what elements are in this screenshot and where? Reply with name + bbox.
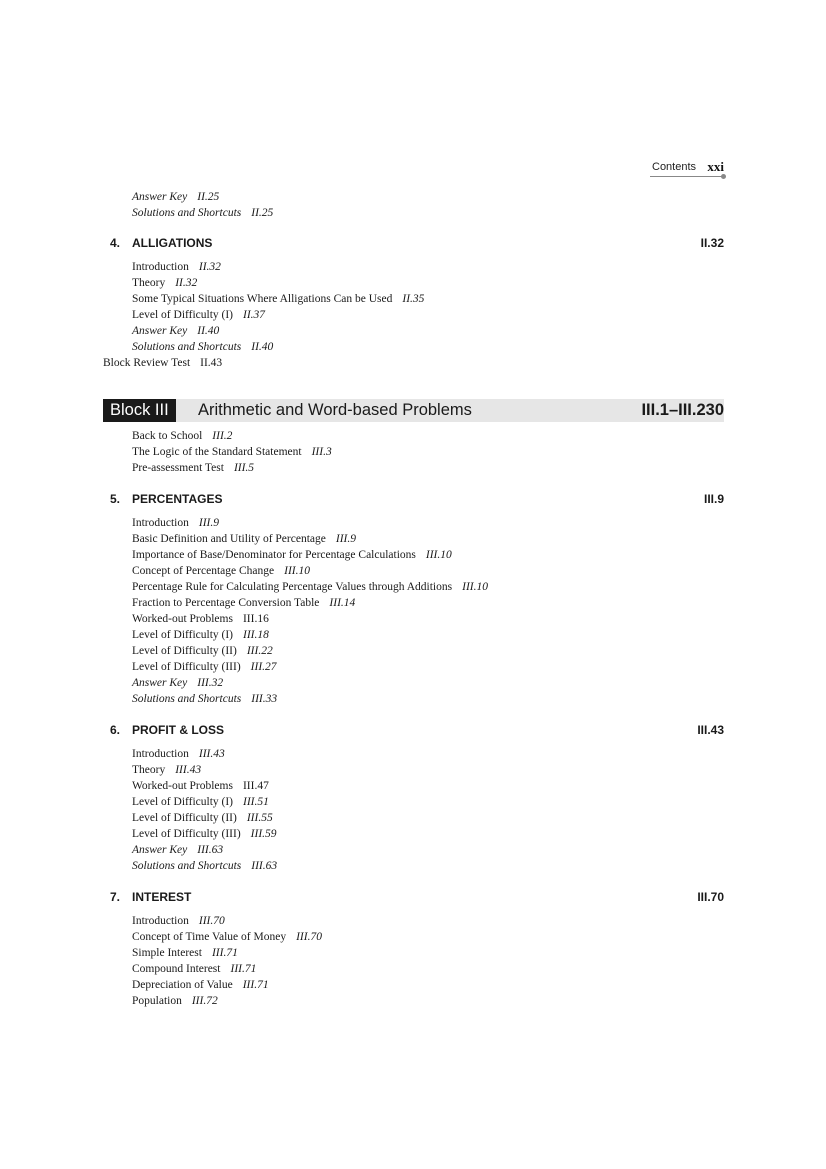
chapter-page: III.70	[697, 890, 724, 904]
toc-entry	[132, 190, 219, 204]
toc-entry	[132, 461, 254, 475]
chapter-title: PROFIT & LOSS	[132, 723, 225, 737]
toc-entry-title: Theory	[132, 277, 166, 289]
toc-entry	[132, 843, 223, 857]
chapter-heading	[110, 235, 724, 251]
toc-entry-page: III.2	[212, 430, 233, 442]
chapter-title: ALLIGATIONS	[132, 236, 213, 250]
chapter-title: PERCENTAGES	[132, 492, 223, 506]
block-label: Block III	[103, 399, 176, 422]
toc-entry-page: III.9	[198, 517, 219, 529]
toc-entry-page: III.70	[296, 931, 322, 943]
toc-entry-title: Level of Difficulty (I)	[132, 796, 234, 808]
toc-entry-page: II.25	[251, 207, 274, 219]
chapter-heading	[110, 889, 724, 905]
toc-entry	[132, 548, 452, 562]
block-banner	[103, 399, 724, 422]
toc-entry	[132, 324, 219, 338]
toc-entry	[132, 429, 232, 443]
toc-entry	[132, 914, 225, 928]
toc-entry-page: III.43	[198, 748, 225, 760]
running-header-page-number: xxi	[707, 159, 724, 174]
chapter-number: 7.	[110, 890, 121, 904]
toc-entry-page: III.43	[175, 764, 202, 776]
toc-entry	[132, 308, 265, 322]
toc-entry-page: III.27	[250, 661, 277, 673]
toc-entry-title: Introduction	[132, 915, 189, 927]
toc-entry-page: III.3	[311, 446, 332, 458]
toc-entry-title: The Logic of the Standard Statement	[132, 446, 302, 458]
toc-entry	[132, 445, 332, 459]
chapter-number: 4.	[110, 236, 121, 250]
toc-entry	[132, 660, 277, 674]
toc-entry-title: Compound Interest	[132, 963, 221, 975]
chapter-title: INTEREST	[132, 890, 192, 904]
toc-entry-title: Level of Difficulty (I)	[132, 629, 234, 641]
toc-entry	[132, 994, 218, 1008]
toc-entry-page: II.40	[197, 325, 220, 337]
toc-entry-page: III.71	[230, 963, 257, 975]
toc-entry-page: III.55	[246, 812, 273, 824]
toc-entry-page: II.43	[200, 357, 223, 369]
toc-entry-page: III.9	[335, 533, 356, 545]
block-page-range: III.1–III.230	[641, 401, 724, 419]
toc-entry-page: III.63	[197, 844, 224, 856]
toc-entry-title: Answer Key	[132, 844, 188, 856]
toc-entry	[132, 827, 277, 841]
header-rule-dot	[721, 174, 726, 179]
toc-entry-title: Answer Key	[132, 677, 188, 689]
toc-entry-title: Population	[132, 995, 182, 1007]
toc-entry	[132, 747, 225, 761]
toc-entry-title: Worked-out Problems	[132, 613, 233, 625]
toc-entry	[132, 962, 256, 976]
toc-entry-title: Percentage Rule for Calculating Percentage Values through Additions	[132, 581, 453, 593]
toc-entry-page: III.59	[250, 828, 277, 840]
toc-entry-title: Concept of Percentage Change	[132, 565, 275, 577]
toc-entry-title: Answer Key	[132, 191, 188, 203]
toc-entry-title: Solutions and Shortcuts	[132, 693, 242, 705]
toc-entry	[132, 811, 273, 825]
toc-entry-title: Importance of Base/Denominator for Percentage Calculations	[132, 549, 416, 561]
toc-entry	[132, 516, 219, 530]
toc-entry-title: Level of Difficulty (III)	[132, 828, 241, 840]
toc-entry-page: III.16	[242, 613, 269, 625]
toc-entry-page: III.14	[329, 597, 356, 609]
toc-entry-page: II.32	[198, 261, 221, 273]
chapter-page: III.9	[703, 492, 724, 506]
chapter-heading	[110, 722, 724, 738]
running-header	[650, 160, 726, 178]
toc-entry-page: III.10	[425, 549, 452, 561]
toc-entry-page: III.72	[191, 995, 218, 1007]
toc-entry	[132, 978, 269, 992]
toc-entry-title: Block Review Test	[103, 357, 191, 369]
toc-entry-page: III.32	[197, 677, 224, 689]
toc-entry-title: Solutions and Shortcuts	[132, 860, 242, 872]
toc-entry-page: III.51	[243, 796, 269, 808]
toc-entry	[132, 644, 273, 658]
toc-entry	[132, 859, 277, 873]
toc-entry-title: Level of Difficulty (II)	[132, 645, 237, 657]
toc-entry-title: Fraction to Percentage Conversion Table	[132, 597, 320, 609]
block-title: Arithmetic and Word-based Problems	[198, 401, 472, 419]
chapter-number: 6.	[110, 723, 121, 737]
toc-entry	[132, 612, 269, 626]
header-rule	[650, 176, 724, 177]
toc-entry	[132, 260, 221, 274]
toc-entry	[132, 779, 269, 793]
chapter-page: III.43	[697, 723, 724, 737]
toc-entry-page: II.37	[243, 309, 266, 321]
toc-entry-page: III.47	[242, 780, 269, 792]
toc-entry	[132, 946, 238, 960]
toc-entry	[132, 795, 269, 809]
toc-entry-title: Solutions and Shortcuts	[132, 207, 242, 219]
chapter-page: II.32	[700, 236, 724, 250]
chapter-heading	[110, 491, 724, 507]
toc-entry-page: III.63	[251, 860, 278, 872]
toc-entry-page: II.35	[402, 293, 425, 305]
toc-entry-page: II.25	[197, 191, 220, 203]
toc-entry-page: III.10	[284, 565, 310, 577]
toc-entry-title: Theory	[132, 764, 166, 776]
toc-entry-page: III.70	[198, 915, 225, 927]
toc-entry	[132, 276, 197, 290]
toc-entry-page: III.18	[243, 629, 269, 641]
toc-entry-title: Basic Definition and Utility of Percentage	[132, 533, 326, 545]
toc-entry-title: Answer Key	[132, 325, 188, 337]
toc-entry	[132, 564, 310, 578]
toc-entry	[132, 532, 356, 546]
toc-entry-title: Introduction	[132, 261, 189, 273]
toc-entry-title: Pre-assessment Test	[132, 462, 224, 474]
toc-entry	[132, 930, 322, 944]
chapter-number: 5.	[110, 492, 121, 506]
toc-entry-title: Solutions and Shortcuts	[132, 341, 242, 353]
toc-entry	[132, 763, 201, 777]
toc-entry-page: III.71	[242, 979, 269, 991]
toc-entry-title: Introduction	[132, 517, 189, 529]
toc-entry	[132, 206, 273, 220]
toc-entry-title: Depreciation of Value	[132, 979, 233, 991]
toc-entry-title: Introduction	[132, 748, 189, 760]
toc-entry	[132, 628, 269, 642]
toc-entry-title: Worked-out Problems	[132, 780, 233, 792]
toc-entry-page: III.71	[211, 947, 238, 959]
toc-entry-page: III.5	[233, 462, 255, 474]
toc-entry-title: Level of Difficulty (II)	[132, 812, 237, 824]
toc-entry	[132, 692, 277, 706]
toc-entry-title: Back to School	[132, 430, 203, 442]
toc-entry	[132, 340, 273, 354]
toc-entry-page: II.40	[251, 341, 274, 353]
toc-entry	[132, 292, 424, 306]
toc-entry-title: Simple Interest	[132, 947, 202, 959]
toc-entry-page: II.32	[175, 277, 198, 289]
toc-entry-title: Level of Difficulty (III)	[132, 661, 241, 673]
block-review-test	[103, 356, 222, 370]
toc-entry	[132, 676, 223, 690]
toc-entry-page: III.33	[251, 693, 278, 705]
toc-entry-title: Level of Difficulty (I)	[132, 309, 234, 321]
toc-entry	[132, 596, 355, 610]
toc-entry-title: Concept of Time Value of Money	[132, 931, 287, 943]
running-header-label: Contents	[652, 161, 697, 173]
toc-entry	[132, 580, 488, 594]
toc-entry-title: Some Typical Situations Where Alligations Can be Used	[132, 293, 393, 305]
toc-entry-page: III.22	[246, 645, 273, 657]
toc-entry-page: III.10	[462, 581, 488, 593]
